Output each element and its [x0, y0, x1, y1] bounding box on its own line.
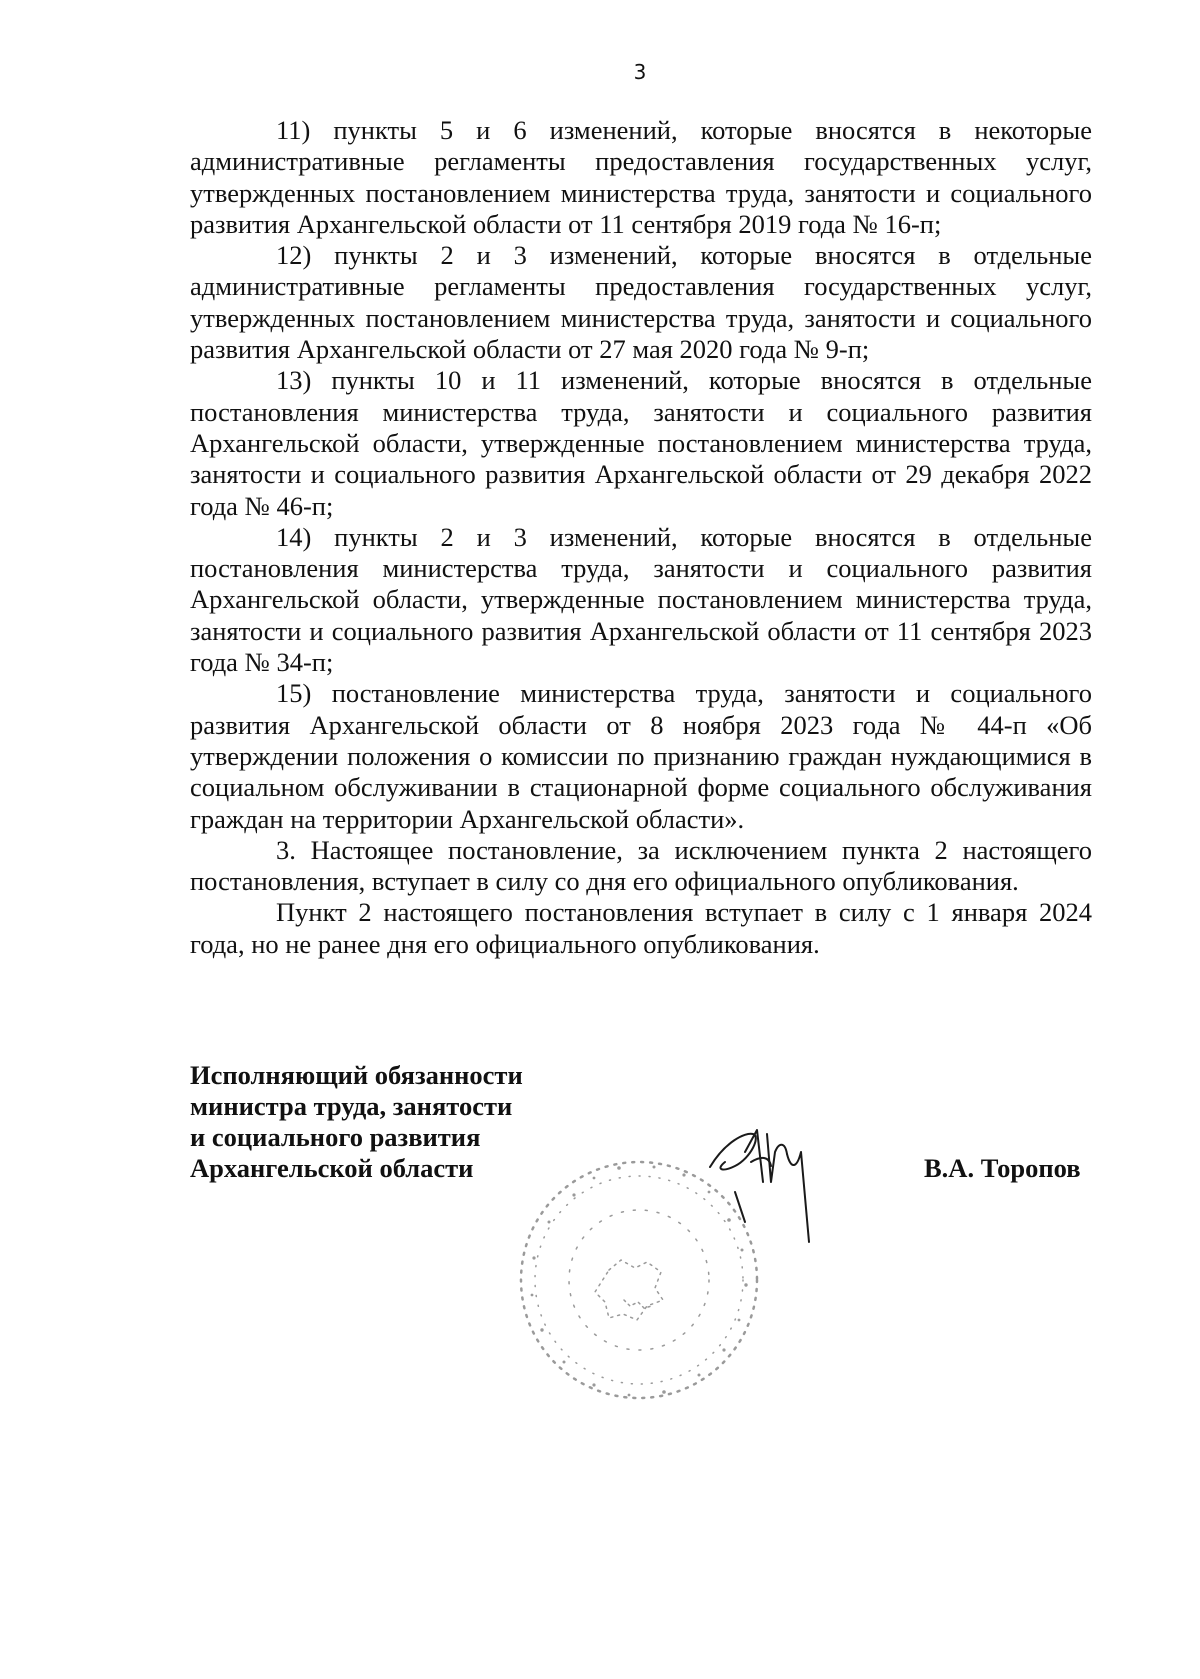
page-number: 3 — [633, 60, 647, 84]
clause-3-effective-date: Пункт 2 настоящего постановления вступает в силу с 1 января 2024 года, но не ранее дня его официального опубликования. — [190, 897, 1092, 959]
list-item-13: 13) пункты 10 и 11 изменений, которые вносятся в отдельные постановления министерства труда, занятости и социального развития Архангельской области, утвержденные постановлением министерства труда, занятости и социального развития Архангельской области от 29 декабря 2022 года № 46-п; — [190, 365, 1092, 521]
signatory-position-line: и социального развития — [190, 1122, 481, 1152]
list-item-11: 11) пункты 5 и 6 изменений, которые вносятся в некоторые административные регламенты предоставления государственных услуг, утвержденных постановлением министерства труда, занятости и социального развития Архангельской области от 11 сентября 2019 года № 16-п; — [190, 115, 1092, 239]
handwritten-signature-icon — [705, 1122, 845, 1252]
list-item-12: 12) пункты 2 и 3 изменений, которые вносятся в отдельные административные регламенты предоставления государственных услуг, утвержденных постановлением министерства труда, занятости и социального развития Архангельской области от 27 мая 2020 года № 9-п; — [190, 240, 1092, 365]
list-item-14: 14) пункты 2 и 3 изменений, которые вносятся в отдельные постановления министерства труда, занятости и социального развития Архангельской области, утвержденные постановлением министерства труда, занятости и социального развития Архангельской области от 11 сентября 2023 года № 34-п; — [190, 521, 1092, 678]
signer-name: В.А. Торопов — [924, 1153, 1081, 1183]
signatory-position — [190, 1060, 523, 1184]
list-item-15: 15) постановление министерства труда, занятости и социального развития Архангельской области от 8 ноября 2023 года № 44-п «Об утверждении положения о комиссии по признанию граждан нуждающимися в социальном обслуживании в стационарной форме социального обслуживания граждан на территории Архангельской области». — [190, 678, 1092, 834]
signatory-position-line: Архангельской области — [190, 1153, 474, 1183]
signatory-position-line: министра труда, занятости — [190, 1091, 513, 1121]
clause-3: 3. Настоящее постановление, за исключением пункта 2 настоящего постановления, вступает в силу со дня его официального опубликования. — [190, 834, 1092, 897]
signatory-position-line: Исполняющий обязанности — [190, 1060, 523, 1090]
document-body — [190, 115, 1092, 960]
